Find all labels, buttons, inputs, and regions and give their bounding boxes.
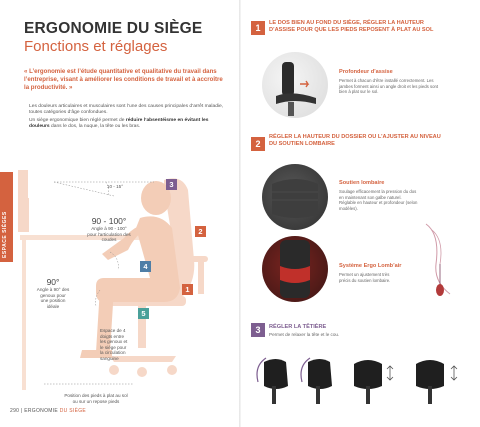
page-title: ERGONOMIE DU SIÈGE <box>24 20 203 37</box>
section-2-heading: RÉGLER LA HAUTEUR DU DOSSIER OU L’AJUSTER AU NIVEAU DU SOUTIEN LOMBAIRE <box>269 134 441 147</box>
label-knee-angle <box>36 277 70 309</box>
badge-4: 4 <box>140 261 151 272</box>
feature-seat-depth-text: Permet à chacun d’être installé correctement. Les jambes forment ainsi un angle droit et les pieds sont bien à plat sur le sol. <box>339 78 439 95</box>
feature-ergo-lombair-text: Permet un ajustement très précis du soutien lombaire. <box>339 272 391 283</box>
feature-lumbar-text: Soulage efficacement la pression du dos en maintenant son galbe naturel. Réglable en hauteur et profondeur (selon modèles). <box>339 189 418 211</box>
intro-paragraph-1: Les douleurs articulaires et musculaires sont l’une des causes principales d’arrêt maladie, toutes catégories d’âge confondues. <box>29 104 224 116</box>
footer-brand: DU SIÈGE <box>59 408 87 414</box>
intro-quote: « L’ergonomie est l’étude quantitative et qualitative du travail dans l’entreprise, visant à améliorer les conditions de travail et à accroître la productivité. » <box>24 68 223 92</box>
badge-2: 2 <box>195 226 206 237</box>
badge-3: 3 <box>166 179 177 190</box>
page-subtitle: Fonctions et réglages <box>24 38 168 55</box>
desk-silhouette <box>20 235 144 390</box>
label-head-angle: 10 - 15° <box>106 184 124 189</box>
ergo-lombair-photo <box>262 236 328 302</box>
para2-part-c: dans le dos, la nuque, la tête ou les bras. <box>49 124 141 130</box>
headrest-illustrations <box>250 352 472 408</box>
seat-depth-photo <box>262 52 328 118</box>
ergo-lombair-image <box>262 236 328 302</box>
side-tab-label: ESPACE SIÈGES <box>2 211 8 258</box>
lumbar-support-image <box>262 164 328 230</box>
page-fold <box>239 0 241 427</box>
seat-depth-image <box>262 52 328 118</box>
badge-1: 1 <box>182 284 193 295</box>
section-3-subtext: Permet de relaxer la tête et le cou. <box>269 332 340 337</box>
side-tab <box>0 172 13 262</box>
label-knee-angle-value: 90° <box>46 277 60 287</box>
label-elbow-angle-text: Angle à 90 - 100° pour l’articulation des coudes <box>87 226 131 243</box>
headrest-2 <box>301 358 332 404</box>
lumbar-support-photo <box>262 164 328 230</box>
section-3-badge: 3 <box>251 323 265 337</box>
label-elbow-angle-value: 90 - 100° <box>91 216 127 226</box>
badge-5: 5 <box>138 308 149 319</box>
headrest-4 <box>416 360 457 404</box>
label-knee-angle-text: Angle à 90° des genoux pour une position idéale <box>36 287 70 309</box>
section-1-badge: 1 <box>251 21 265 35</box>
headrest-1 <box>257 358 288 404</box>
feature-lumbar-title: Soutien lombaire <box>339 180 385 186</box>
headrest-3 <box>354 360 393 404</box>
lombair-pump-drawing <box>418 220 464 310</box>
label-knee-space: Espace de 4 doigts entre les genoux et le siège pour la circulation sanguine <box>100 328 128 361</box>
intro-paragraph-2 <box>29 118 229 130</box>
feature-seat-depth-title: Profondeur d’assise <box>339 69 393 75</box>
monitor-silhouette <box>18 170 29 232</box>
label-elbow-angle <box>86 216 132 243</box>
section-1-heading: LE DOS BIEN AU FOND DU SIÈGE, RÉGLER LA HAUTEUR D’ASSISE POUR QUE LES PIEDS REPOSENT À PLAT AU SOL <box>269 20 434 33</box>
para2-part-a: Un siège ergonomique bien réglé permet de <box>29 118 126 123</box>
feature-ergo-lombair-title: Système Ergo Lomb’air <box>339 263 402 269</box>
section-2-badge: 2 <box>251 137 265 151</box>
person-silhouette <box>80 181 180 358</box>
footer-label: ERGONOMIE <box>24 408 59 414</box>
section-3-heading: RÉGLER LA TÊTIÈRE <box>269 324 327 330</box>
footer-page-number: 290 <box>10 408 20 414</box>
label-feet-position: Position des pieds à plat au sol ou sur un repose pieds <box>64 393 128 404</box>
page-footer-left: 290 | ERGONOMIE DU SIÈGE <box>10 408 87 414</box>
para2-emphasis: réduire l’absentéisme en évitant les douleurs <box>29 118 209 130</box>
